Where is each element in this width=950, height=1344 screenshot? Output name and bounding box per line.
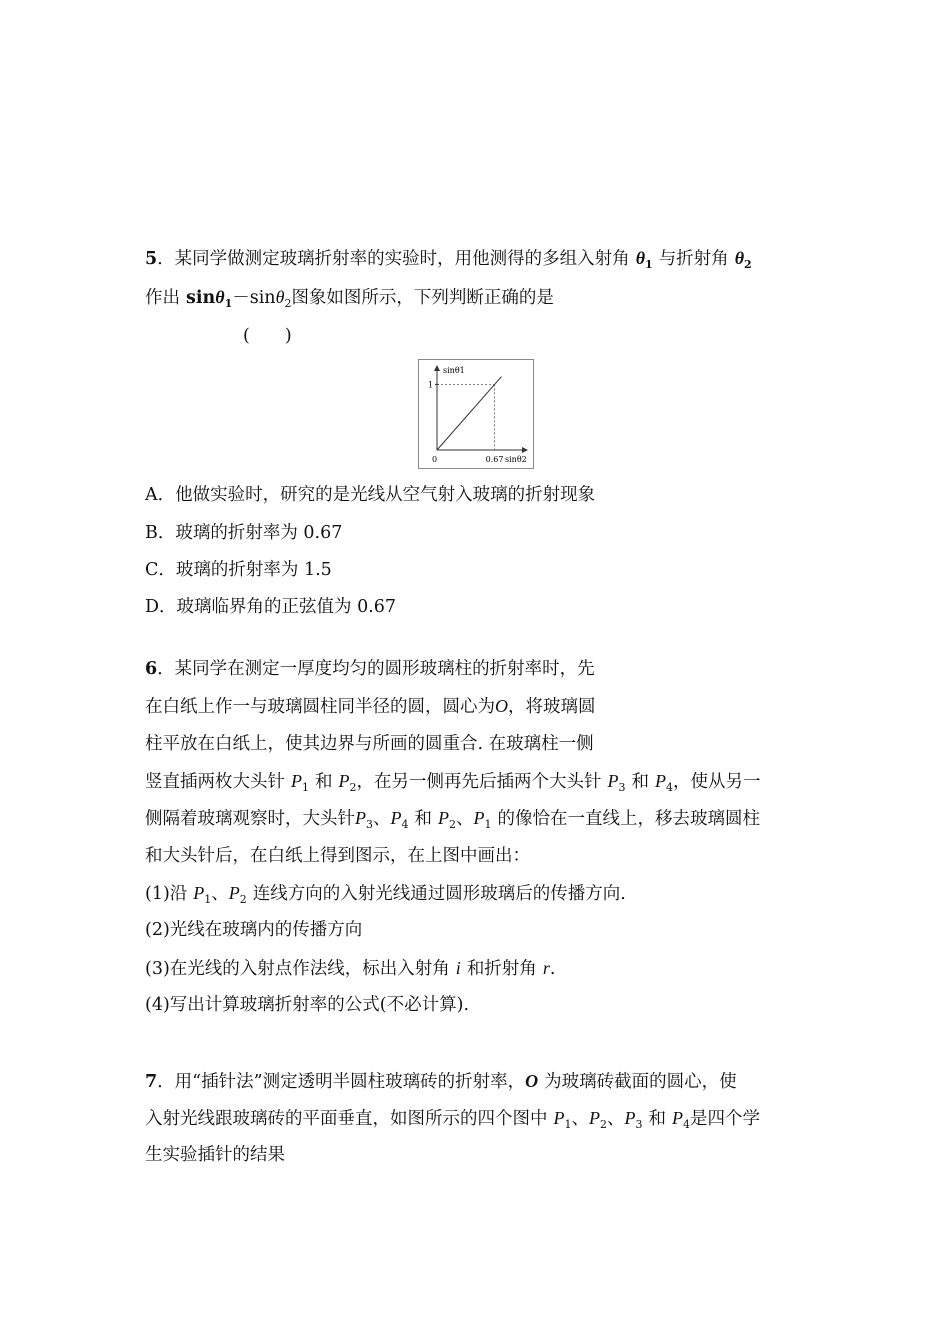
q5-number: 5 xyxy=(145,249,158,269)
q5-line2: 作出 sinθ$_1$－sinθ$_2$图象如图所示，下列判断正确的是 xyxy=(145,287,554,310)
x-axis-label: sinθ2 xyxy=(505,455,527,464)
data-line xyxy=(437,377,502,450)
q6-item4: (4)写出计算玻璃折射率的公式(不必计算). xyxy=(145,995,470,1015)
q7-line3: 生实验插针的结果 xyxy=(145,1145,285,1165)
q6-line6: 和大头针后，在白纸上得到图示，在上图中画出： xyxy=(145,846,530,866)
option-d: D．玻璃临界角的正弦值为 0.67 xyxy=(145,597,397,617)
q6-line5: 侧隔着玻璃观察时，大头针$P_3$、$P_4$ 和 $P_2$、$P_1$ 的像恰在一直线上，移去玻璃圆柱 xyxy=(145,808,760,831)
q6-number: 6 xyxy=(145,659,158,679)
q6-line3: 柱平放在白纸上，使其边界与所画的圆重合. 在玻璃柱一侧 xyxy=(145,734,594,754)
option-c: C．玻璃的折射率为 1.5 xyxy=(145,560,332,580)
q6-item1: (1)沿 $P_1$、$P_2$ 连线方向的入射光线通过圆形玻璃后的传播方向. xyxy=(145,883,626,906)
q6-line1: 6．某同学在测定一厚度均匀的圆形玻璃柱的折射率时，先 xyxy=(145,659,595,679)
sin-theta-chart xyxy=(418,359,534,469)
chart-svg xyxy=(419,360,533,468)
q5-line1: 5．某同学做测定玻璃折射率的实验时，用他测得的多组入射角 $\theta_1$ 与折射角 $\theta_2$ xyxy=(145,248,752,271)
y-axis-label: sinθ1 xyxy=(443,366,465,375)
q6-item3: (3)在光线的入射点作法线，标出入射角 i 和折射角 r. xyxy=(145,958,556,979)
option-a: A．他做实验时，研究的是光线从空气射入玻璃的折射现象 xyxy=(145,485,596,505)
q7-line1: 7．用“插针法”测定透明半圆柱玻璃砖的折射率，O 为玻璃砖截面的圆心，使 xyxy=(145,1071,737,1092)
x-tick-label: 0.67 xyxy=(485,455,504,464)
q7-number: 7 xyxy=(145,1072,158,1092)
q6-line2: 在白纸上作一与玻璃圆柱同半径的圆，圆心为O，将玻璃圆 xyxy=(145,696,596,717)
q6-item2: (2)光线在玻璃内的传播方向 xyxy=(145,920,363,940)
y-tick-label: 1 xyxy=(428,380,434,390)
answer-bracket: ( ) xyxy=(243,326,292,346)
q6-line4: 竖直插两枚大头针 $P_1$ 和 $P_2$，在另一侧再先后插两个大头针 $P_3$ 和 $P_4$，使从另一 xyxy=(145,771,761,794)
option-b: B．玻璃的折射率为 0.67 xyxy=(145,523,343,543)
origin-label: 0 xyxy=(432,455,438,464)
q7-line2: 入射光线跟玻璃砖的平面垂直，如图所示的四个图中 $P_1$、$P_2$、$P_3$ 和 $P_4$是四个学 xyxy=(145,1108,760,1131)
